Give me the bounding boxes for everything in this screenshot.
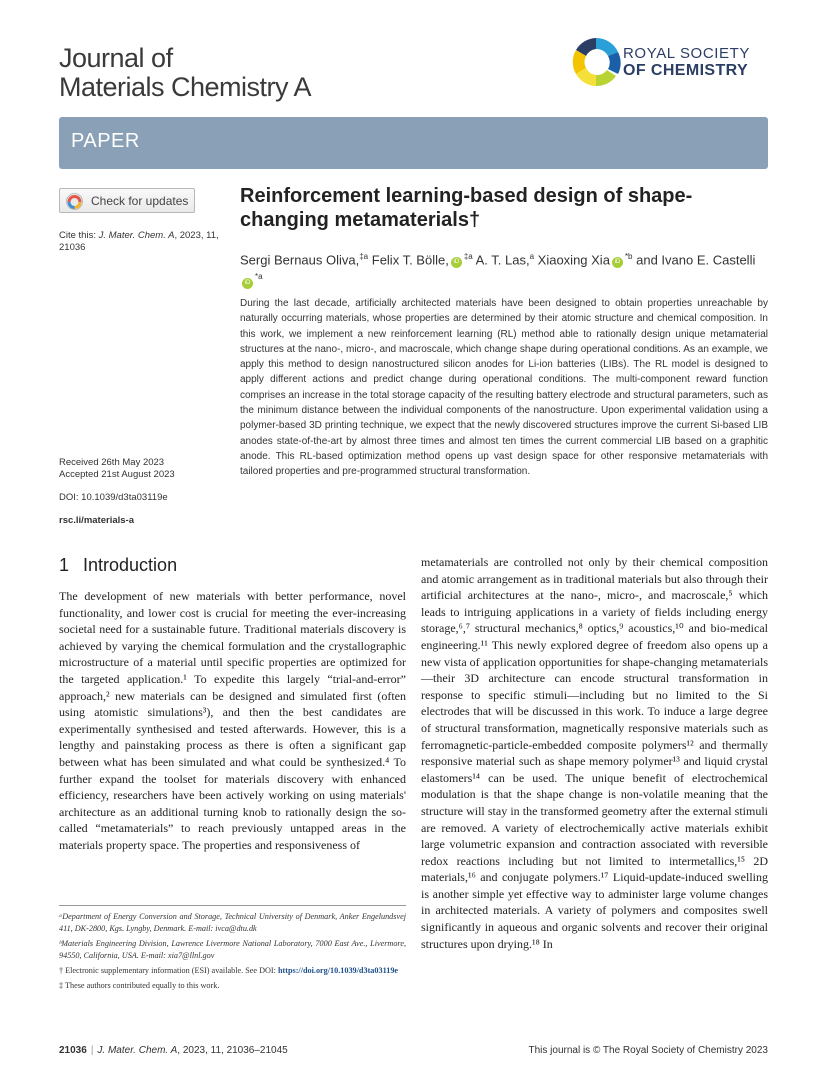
journal-title xyxy=(59,44,311,102)
page-number: 21036 xyxy=(59,1045,87,1056)
doi-text: DOI: 10.1039/d3ta03119e xyxy=(59,492,168,503)
article-type-label: PAPER xyxy=(71,130,140,152)
footnote-esi xyxy=(59,965,406,977)
author-name: Sergi Bernaus Oliva, xyxy=(240,252,360,268)
check-for-updates-button[interactable] xyxy=(59,188,195,213)
rsc-logo[interactable] xyxy=(571,34,771,90)
orcid-icon[interactable]: iD xyxy=(451,257,462,268)
publisher-name-line1: ROYAL SOCIETY xyxy=(623,45,750,62)
publisher-name-line2: OF CHEMISTRY xyxy=(623,62,749,79)
footnote-affiliation-a: ᵃDepartment of Energy Conversion and Storage, Technical University of Denmark, Anker Engelundsvej 411, DK-2800, Kgs. Lyngby, Denmark. E-mail: ivca@dtu.dk xyxy=(59,912,406,933)
footer-citation: , 2023, 11, 21036–21045 xyxy=(177,1045,288,1056)
footnotes xyxy=(59,911,406,995)
section-title: Introduction xyxy=(83,555,178,575)
section-number: 1 xyxy=(59,555,70,575)
article-title: Reinforcement learning-based design of shape-changing metamaterials† xyxy=(240,185,693,231)
cite-prefix: Cite this: xyxy=(59,230,99,241)
footnote-esi-doi-link[interactable]: https://doi.org/10.1039/d3ta03119e xyxy=(277,966,399,975)
author-affiliation-marker: ‡a xyxy=(463,252,473,261)
page-footer-left xyxy=(59,1045,288,1056)
journal-title-line1: Journal of xyxy=(59,43,173,73)
dates-info xyxy=(59,457,229,481)
author-name: Xiaoxing Xia xyxy=(534,252,610,268)
article-type-banner xyxy=(59,117,768,169)
crossmark-icon xyxy=(66,193,83,210)
section-heading xyxy=(59,555,177,576)
footer-separator: | xyxy=(90,1045,94,1056)
check-for-updates-label: Check for updates xyxy=(91,194,189,208)
author-name: A. T. Las, xyxy=(472,252,530,268)
abstract: During the last decade, artificially architected materials have been designed to obtain properties unreachable by naturally occurring materials, whose properties are determined by their atomic structure and chemical composition. In this work, we implement a new reinforcement learning (RL) method able to rationally design unique metamaterial structures at the nano-, micro-, and macroscale, which change shape during operational conditions. As an example, we apply this method to design nanostructured silicon anodes for Li-ion batteries (LIBs). The RL model is designed to apply different actions and predict change during operational conditions. The multi-component reward function comprises an increase in the total storage capacity of the resulting battery electrode and structural parameters, such as the minimum distance between the individual components of the nanostructure. Upon experimental validation using a polymer-based 3D printing technique, we expect that the newly discovered structures improve the current Si-based LIB anodes state-of-the-art by almost three times and almost ten times the current commercial LIB based on a graphitic anode. This RL-based optimization method opens up vast design space for other responsive metamaterials with tailored properties and pre-programmed structural transformation. xyxy=(240,298,768,478)
body-text-left-column: The development of new materials with better performance, novel functionality, and lower cost is crucial for meeting the ever-increasing societal need for a sustainable future. Traditional materials discovery is achieved by varying the chemical formulation and the crystallographic microstructure of a material until specific properties are optimized for the targeted application.¹ To expedite this largely “trial-and-error” approach,² new materials can be designed and simulated first (often using atomistic simulations³), and then the best candidates are experimentally synthesised and tested afterwards. However, this is a lengthy and painstaking process as there is often a significant gap between what has been simulated and what could be synthesized.⁴ To further expand the toolset for materials discovery with enhanced efficiency, researchers have been actively working on using materials' architecture as an additional turning knob to rationally design the so-called “metamaterials” to reach previously untapped areas in the materials property space. The properties and responsiveness of xyxy=(59,589,406,852)
footer-journal: J. Mater. Chem. A xyxy=(97,1045,178,1056)
body-text-right-column: metamaterials are controlled not only by their chemical composition and atomic arrangement as in traditional materials but also through their artificial architectures at the nano-, micro-, and macroscale,⁵ which leads to intriguing applications in a variety of fields including energy storage,⁶,⁷ structural mechanics,⁸ optics,⁹ acoustics,¹⁰ and bio-medical engineering.¹¹ This newly explored degree of freedom also opens up a new vista of application opportunities for shape-changing metamaterials—their 3D architecture can encode structural transformation in response to specific stimuli—including but no limited to the Si electrodes that will be discussed in this work. To induce a large degree of structural transformation, magnetically responsive materials such as ferromagnetic-particle-embedded composite polymers¹² and thermally responsive material such as shape memory polymer¹³ and liquid crystal elastomers¹⁴ can be used. The unique benefit of electrochemical modulation is that the shape change is non-volatile meaning that the structure will stay in the transformed geometry after the external stimuli are removed. A variety of electrochemically active materials exhibit large volumetric expansion and contraction associated with reversible redox reactions including but not limited to intermetallics,¹⁵ 2D materials,¹⁶ and conjugate polymers.¹⁷ Liquid-update-induced swelling is another simple yet effective way to administer large volume changes in architected materials. A variety of polymers and composites swell significantly in aqueous and organic solvents and recover their original structures upon drying.¹⁸ In xyxy=(421,555,768,951)
journal-link[interactable]: rsc.li/materials-a xyxy=(59,515,134,526)
orcid-icon[interactable]: iD xyxy=(242,278,253,289)
accepted-date: Accepted 21st August 2023 xyxy=(59,469,175,480)
author-affiliation-marker: ‡a xyxy=(359,252,369,261)
footnote-affiliation-b: ᵇMaterials Engineering Division, Lawrence Livermore National Laboratory, 7000 East Ave., Livermore, 94550, California, USA. E-mail: xia7@llnl.gov xyxy=(59,939,406,960)
footnote-esi-text: † Electronic supplementary information (ESI) available. See DOI: xyxy=(59,966,278,975)
received-date: Received 26th May 2023 xyxy=(59,457,165,468)
footnote-equal-contribution: ‡ These authors contributed equally to this work. xyxy=(59,981,220,990)
author-name: and Ivano E. Castelli xyxy=(632,252,756,268)
rsc-emblem-icon xyxy=(571,34,621,90)
cite-details: , 2023, 11, 21036 xyxy=(59,230,219,253)
cite-journal: J. Mater. Chem. A xyxy=(98,230,175,241)
citation-info xyxy=(59,230,229,254)
orcid-icon[interactable]: iD xyxy=(612,257,623,268)
author-list xyxy=(240,248,770,289)
footnote-divider xyxy=(59,905,406,906)
author-name: Felix T. Bölle, xyxy=(368,252,449,268)
copyright-notice: This journal is © The Royal Society of Chemistry 2023 xyxy=(528,1045,768,1056)
author-affiliation-marker: *a xyxy=(255,272,263,282)
author-affiliation-marker: *b xyxy=(624,252,633,261)
author-affiliation-marker: a xyxy=(529,252,535,261)
journal-title-line2: Materials Chemistry A xyxy=(59,72,312,102)
